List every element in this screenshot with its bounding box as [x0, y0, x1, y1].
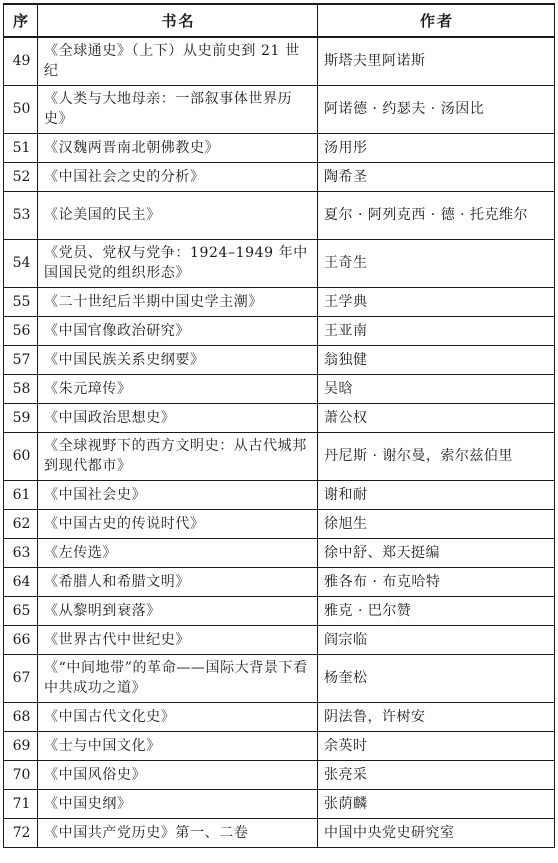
- table-row: [4, 316, 555, 345]
- header-number: 序: [4, 4, 38, 37]
- table-row: [4, 432, 555, 480]
- book-title: 《左传选》: [38, 538, 318, 567]
- book-author: 杨奎松: [318, 654, 555, 702]
- row-number: 50: [4, 85, 38, 133]
- book-author: 王学典: [318, 287, 555, 316]
- table-row: [4, 85, 555, 133]
- table-row: [4, 162, 555, 191]
- row-number: 54: [4, 239, 38, 287]
- table-row: [4, 567, 555, 596]
- table-body: [4, 37, 555, 847]
- row-number: 68: [4, 702, 38, 731]
- book-title: 《中国社会之史的分析》: [38, 162, 318, 191]
- row-number: 61: [4, 480, 38, 509]
- book-author: 斯塔夫里阿诺斯: [318, 37, 555, 85]
- row-number: 56: [4, 316, 38, 345]
- row-number: 72: [4, 818, 38, 847]
- book-title: 《希腊人和希腊文明》: [38, 567, 318, 596]
- table-row: [4, 818, 555, 847]
- table-row: [4, 596, 555, 625]
- table-row: [4, 702, 555, 731]
- row-number: 55: [4, 287, 38, 316]
- book-title: 《人类与大地母亲：一部叙事体世界历史》: [38, 85, 318, 133]
- book-author: 张亮采: [318, 760, 555, 789]
- book-title: 《中国官像政治研究》: [38, 316, 318, 345]
- table-row: [4, 239, 555, 287]
- row-number: 52: [4, 162, 38, 191]
- row-number: 64: [4, 567, 38, 596]
- book-title: 《中国政治思想史》: [38, 403, 318, 432]
- book-author: 丹尼斯 · 谢尔曼，索尔兹伯里: [318, 432, 555, 480]
- book-author: 中国中央党史研究室: [318, 818, 555, 847]
- book-title: 《中国史纲》: [38, 789, 318, 818]
- book-title: 《世界古代中世纪史》: [38, 625, 318, 654]
- book-author: 王亚南: [318, 316, 555, 345]
- table-row: [4, 287, 555, 316]
- book-author: 翁独健: [318, 345, 555, 374]
- row-number: 63: [4, 538, 38, 567]
- book-title: 《“中间地带”的革命——国际大背景下看中共成功之道》: [38, 654, 318, 702]
- row-number: 51: [4, 133, 38, 162]
- row-number: 60: [4, 432, 38, 480]
- header-author: 作者: [318, 4, 555, 37]
- book-author: 汤用彤: [318, 133, 555, 162]
- book-title: 《士与中国文化》: [38, 731, 318, 760]
- book-title: 《中国社会史》: [38, 480, 318, 509]
- table-row: [4, 480, 555, 509]
- row-number: 70: [4, 760, 38, 789]
- book-author: 雅克 · 巴尔赞: [318, 596, 555, 625]
- table-row: [4, 403, 555, 432]
- book-author: 张荫麟: [318, 789, 555, 818]
- book-author: 徐旭生: [318, 509, 555, 538]
- book-author: 陶希圣: [318, 162, 555, 191]
- book-title: 《从黎明到衰落》: [38, 596, 318, 625]
- book-list-table: [3, 3, 555, 848]
- header-title: 书名: [38, 4, 318, 37]
- book-author: 余英时: [318, 731, 555, 760]
- row-number: 57: [4, 345, 38, 374]
- row-number: 53: [4, 191, 38, 239]
- book-title: 《中国古代文化史》: [38, 702, 318, 731]
- book-author: 萧公权: [318, 403, 555, 432]
- row-number: 49: [4, 37, 38, 85]
- row-number: 69: [4, 731, 38, 760]
- book-title: 《全球视野下的西方文明史：从古代城邦到现代都市》: [38, 432, 318, 480]
- table-row: [4, 625, 555, 654]
- table-row: [4, 760, 555, 789]
- book-title: 《论美国的民主》: [38, 191, 318, 239]
- book-title: 《汉魏两晋南北朝佛教史》: [38, 133, 318, 162]
- row-number: 66: [4, 625, 38, 654]
- book-author: 阿诺德 · 约瑟夫 · 汤因比: [318, 85, 555, 133]
- book-title: 《中国共产党历史》第一、二卷: [38, 818, 318, 847]
- book-title: 《朱元璋传》: [38, 374, 318, 403]
- table-row: [4, 191, 555, 239]
- row-number: 67: [4, 654, 38, 702]
- row-number: 58: [4, 374, 38, 403]
- book-title: 《中国古史的传说时代》: [38, 509, 318, 538]
- table-row: [4, 731, 555, 760]
- book-author: 王奇生: [318, 239, 555, 287]
- book-title: 《二十世纪后半期中国史学主潮》: [38, 287, 318, 316]
- book-title: 《全球通史》（上下）从史前史到 21 世纪: [38, 37, 318, 85]
- table-header-row: [4, 4, 555, 37]
- row-number: 65: [4, 596, 38, 625]
- row-number: 59: [4, 403, 38, 432]
- table-row: [4, 509, 555, 538]
- table-row: [4, 789, 555, 818]
- row-number: 62: [4, 509, 38, 538]
- table-row: [4, 654, 555, 702]
- book-author: 吴晗: [318, 374, 555, 403]
- book-title: 《党员、党权与党争：1924–1949 年中国国民党的组织形态》: [38, 239, 318, 287]
- book-author: 夏尔 · 阿列克西 · 德 · 托克维尔: [318, 191, 555, 239]
- table-row: [4, 133, 555, 162]
- table-row: [4, 37, 555, 85]
- table-row: [4, 538, 555, 567]
- book-title: 《中国风俗史》: [38, 760, 318, 789]
- book-author: 阎宗临: [318, 625, 555, 654]
- book-author: 阴法鲁，许树安: [318, 702, 555, 731]
- book-author: 谢和耐: [318, 480, 555, 509]
- row-number: 71: [4, 789, 38, 818]
- book-title: 《中国民族关系史纲要》: [38, 345, 318, 374]
- book-author: 徐中舒、郑天挺编: [318, 538, 555, 567]
- table-row: [4, 345, 555, 374]
- table-row: [4, 374, 555, 403]
- book-author: 雅各布 · 布克哈特: [318, 567, 555, 596]
